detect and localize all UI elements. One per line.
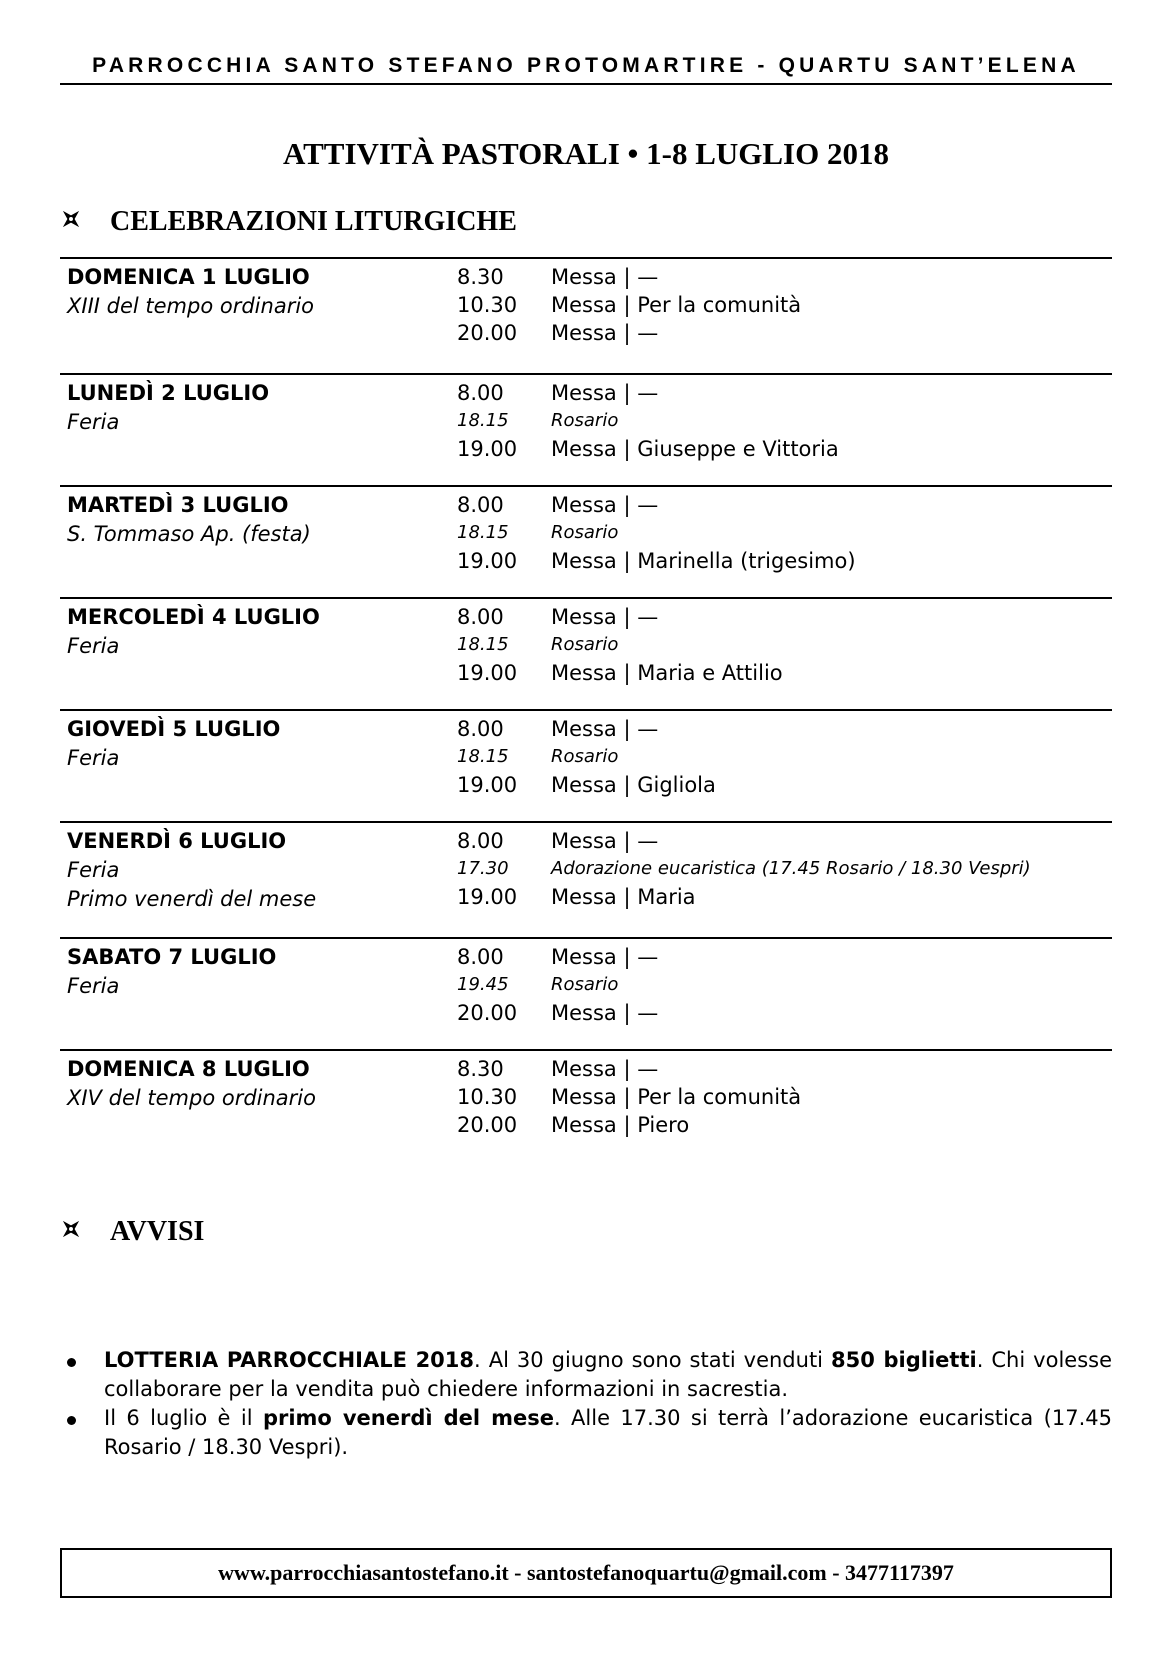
event-time: 19.00 — [457, 661, 518, 685]
event-time: 20.00 — [457, 321, 518, 345]
notice-item — [60, 1404, 1112, 1462]
event-time: 19.45 — [457, 974, 509, 995]
event-time: 18.15 — [457, 634, 509, 655]
event-description: Messa | — — [551, 321, 659, 345]
event-time: 17.30 — [457, 858, 509, 879]
day-subtitle: Feria — [67, 858, 120, 882]
page-title: ATTIVITÀ PASTORALI • 1-8 LUGLIO 2018 — [283, 136, 889, 171]
day-name: SABATO 7 LUGLIO — [67, 945, 277, 969]
day-name: MERCOLEDÌ 4 LUGLIO — [67, 605, 320, 629]
four-point-star-icon — [62, 210, 80, 228]
day-block — [60, 937, 1112, 1049]
event-time: 8.00 — [457, 717, 504, 741]
event-description: Messa | Giuseppe e Vittoria — [551, 437, 839, 461]
event-description: Messa | — — [551, 945, 659, 969]
day-block — [60, 485, 1112, 597]
day-info — [67, 943, 276, 1001]
event-description: Messa | — — [551, 829, 659, 853]
section-liturgy — [62, 206, 517, 238]
event-time: 8.30 — [457, 1057, 504, 1081]
parish-header: PARROCCHIA SANTO STEFANO PROTOMARTIRE - QUARTU SANT’ELENA — [92, 54, 1080, 77]
day-subtitle: Feria — [67, 974, 120, 998]
day-name: DOMENICA 8 LUGLIO — [67, 1057, 310, 1081]
bullet-icon — [67, 1358, 76, 1367]
notice-item — [60, 1346, 1112, 1404]
section-notices — [62, 1216, 204, 1248]
day-block — [60, 597, 1112, 709]
day-subtitle: Feria — [67, 746, 120, 770]
day-subtitle: S. Tommaso Ap. (festa) — [67, 522, 311, 546]
event-time: 8.00 — [457, 493, 504, 517]
day-subtitle: Feria — [67, 410, 120, 434]
day-info — [67, 827, 316, 914]
four-point-star-icon — [62, 1220, 80, 1238]
event-time: 8.30 — [457, 265, 504, 289]
event-description: Messa | Per la comunità — [551, 293, 802, 317]
day-info — [67, 1055, 316, 1113]
event-description: Messa | Marinella (trigesimo) — [551, 549, 856, 573]
event-description: Messa | — — [551, 1001, 659, 1025]
event-description: Messa | — — [551, 381, 659, 405]
event-time: 19.00 — [457, 549, 518, 573]
day-info — [67, 263, 314, 321]
day-subtitle: XIV del tempo ordinario — [67, 1086, 316, 1110]
day-block — [60, 257, 1112, 373]
event-time: 8.00 — [457, 381, 504, 405]
event-description: Messa | Maria e Attilio — [551, 661, 783, 685]
event-time: 18.15 — [457, 410, 509, 431]
day-info — [67, 715, 280, 773]
event-description: Rosario — [551, 634, 619, 655]
event-time: 8.00 — [457, 829, 504, 853]
footer-contacts: www.parrocchiasantostefano.it - santostefanoquartu@gmail.com - 3477117397 — [60, 1548, 1112, 1598]
bullet-icon — [67, 1416, 76, 1425]
day-info — [67, 491, 311, 549]
section-notices-label: AVVISI — [110, 1216, 205, 1247]
day-info — [67, 379, 269, 437]
event-description: Messa | — — [551, 717, 659, 741]
event-description: Adorazione eucaristica (17.45 Rosario / 18.30 Vespri) — [551, 858, 1031, 879]
day-subtitle: XIII del tempo ordinario — [67, 294, 315, 318]
event-time: 8.00 — [457, 605, 504, 629]
day-subtitle: Primo venerdì del mese — [67, 887, 317, 911]
section-liturgy-label: CELEBRAZIONI LITURGICHE — [110, 206, 517, 237]
event-description: Messa | Gigliola — [551, 773, 716, 797]
event-time: 8.00 — [457, 945, 504, 969]
liturgy-schedule — [60, 257, 1112, 1161]
day-name: LUNEDÌ 2 LUGLIO — [67, 381, 270, 405]
event-description: Messa | — — [551, 605, 659, 629]
day-block — [60, 709, 1112, 821]
event-description: Messa | Piero — [551, 1113, 690, 1137]
event-time: 20.00 — [457, 1113, 518, 1137]
day-block — [60, 821, 1112, 937]
event-time: 19.00 — [457, 885, 518, 909]
event-description: Rosario — [551, 522, 619, 543]
event-description: Messa | — — [551, 265, 659, 289]
header-divider — [60, 83, 1112, 85]
event-description: Rosario — [551, 746, 619, 767]
notice-text: Il 6 luglio è il primo venerdì del mese. Alle 17.30 si terrà l’adorazione eucaristica (17.45 Rosario / 18.30 Vespri). — [104, 1406, 1112, 1459]
event-description: Rosario — [551, 410, 619, 431]
day-name: DOMENICA 1 LUGLIO — [67, 265, 310, 289]
event-description: Messa | Maria — [551, 885, 696, 909]
event-time: 19.00 — [457, 437, 518, 461]
event-description: Messa | Per la comunità — [551, 1085, 802, 1109]
event-description: Messa | — — [551, 1057, 659, 1081]
event-time: 20.00 — [457, 1001, 518, 1025]
day-block — [60, 1049, 1112, 1161]
notices-list — [60, 1346, 1112, 1462]
event-description: Rosario — [551, 974, 619, 995]
notice-text: LOTTERIA PARROCCHIALE 2018. Al 30 giugno sono stati venduti 850 biglietti. Chi volesse collaborare per la vendita può chiedere informazioni in sacrestia. — [104, 1348, 1113, 1401]
day-block — [60, 373, 1112, 485]
day-subtitle: Feria — [67, 634, 120, 658]
event-time: 18.15 — [457, 746, 509, 767]
day-name: VENERDÌ 6 LUGLIO — [67, 829, 287, 853]
day-info — [67, 603, 320, 661]
event-time: 10.30 — [457, 293, 518, 317]
event-description: Messa | — — [551, 493, 659, 517]
day-name: GIOVEDÌ 5 LUGLIO — [67, 717, 281, 741]
event-time: 10.30 — [457, 1085, 518, 1109]
event-time: 18.15 — [457, 522, 509, 543]
event-time: 19.00 — [457, 773, 518, 797]
day-name: MARTEDÌ 3 LUGLIO — [67, 493, 289, 517]
